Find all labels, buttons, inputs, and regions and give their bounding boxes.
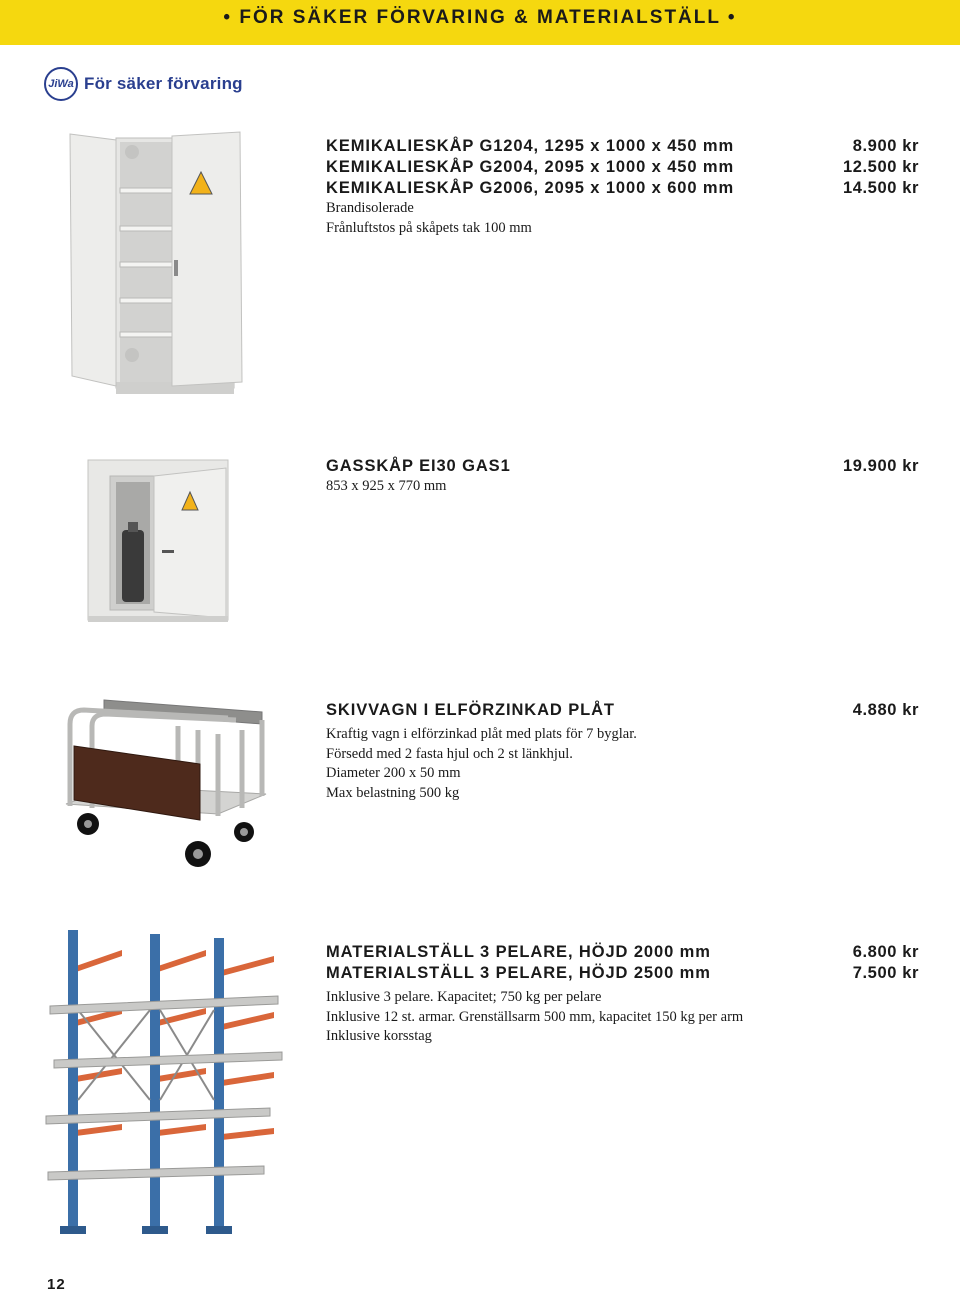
banner-title: • FÖR SÄKER FÖRVARING & MATERIALSTÄLL •	[223, 7, 737, 28]
product-description: Inklusive 3 pelare. Kapacitet; 750 kg per pelare	[326, 989, 602, 1005]
cantilever-rack-icon	[38, 930, 308, 1242]
product-price: 12.500 kr	[842, 158, 919, 176]
product-price: 4.880 kr	[852, 701, 919, 719]
gas-cabinet-icon	[84, 456, 234, 626]
chemical-cabinet-icon	[64, 130, 249, 398]
product-description: 853 x 925 x 770 mm	[326, 478, 447, 494]
product-sheet-trolley	[0, 694, 960, 874]
product-gas-cabinet	[0, 450, 960, 630]
product-price: 6.800 kr	[852, 943, 919, 961]
brand-logo	[44, 66, 243, 102]
product-description: Brandisolerade	[326, 200, 414, 216]
product-description: Kraftig vagn i elförzinkad plåt med plats för 7 byglar.	[326, 726, 637, 742]
product-description: Inklusive 12 st. armar. Grenställsarm 500 mm, kapacitet 150 kg per arm	[326, 1008, 744, 1025]
product-price: 19.900 kr	[842, 457, 919, 475]
product-title: MATERIALSTÄLL 3 PELARE, HÖJD 2500 mm	[326, 964, 711, 982]
product-price: 14.500 kr	[842, 179, 919, 197]
product-title: MATERIALSTÄLL 3 PELARE, HÖJD 2000 mm	[326, 943, 711, 961]
product-description: Max belastning 500 kg	[326, 784, 460, 801]
logo-tagline: För säker förvaring	[84, 74, 243, 93]
product-cantilever-rack	[0, 930, 960, 1250]
jiwa-logo-icon: JiWa	[44, 67, 78, 101]
page-number: 12	[47, 1276, 66, 1293]
sheet-trolley-icon	[58, 696, 270, 872]
product-description: Inklusive korsstag	[326, 1028, 432, 1044]
product-title: KEMIKALIESKÅP G2006, 2095 x 1000 x 600 mm	[326, 179, 735, 197]
product-chemical-cabinet	[0, 130, 960, 400]
product-description: Frånluftstos på skåpets tak 100 mm	[326, 219, 532, 236]
product-title: GASSKÅP EI30 GAS1	[326, 457, 511, 475]
product-description: Diameter 200 x 50 mm	[326, 765, 461, 781]
product-price: 8.900 kr	[852, 137, 919, 155]
product-price: 7.500 kr	[852, 964, 919, 982]
product-title: KEMIKALIESKÅP G1204, 1295 x 1000 x 450 mm	[326, 137, 735, 155]
header-banner	[0, 0, 960, 45]
product-description: Försedd med 2 fasta hjul och 2 st länkhjul.	[326, 745, 573, 762]
product-title: KEMIKALIESKÅP G2004, 2095 x 1000 x 450 mm	[326, 158, 735, 176]
product-title: SKIVVAGN I ELFÖRZINKAD PLÅT	[326, 701, 615, 719]
